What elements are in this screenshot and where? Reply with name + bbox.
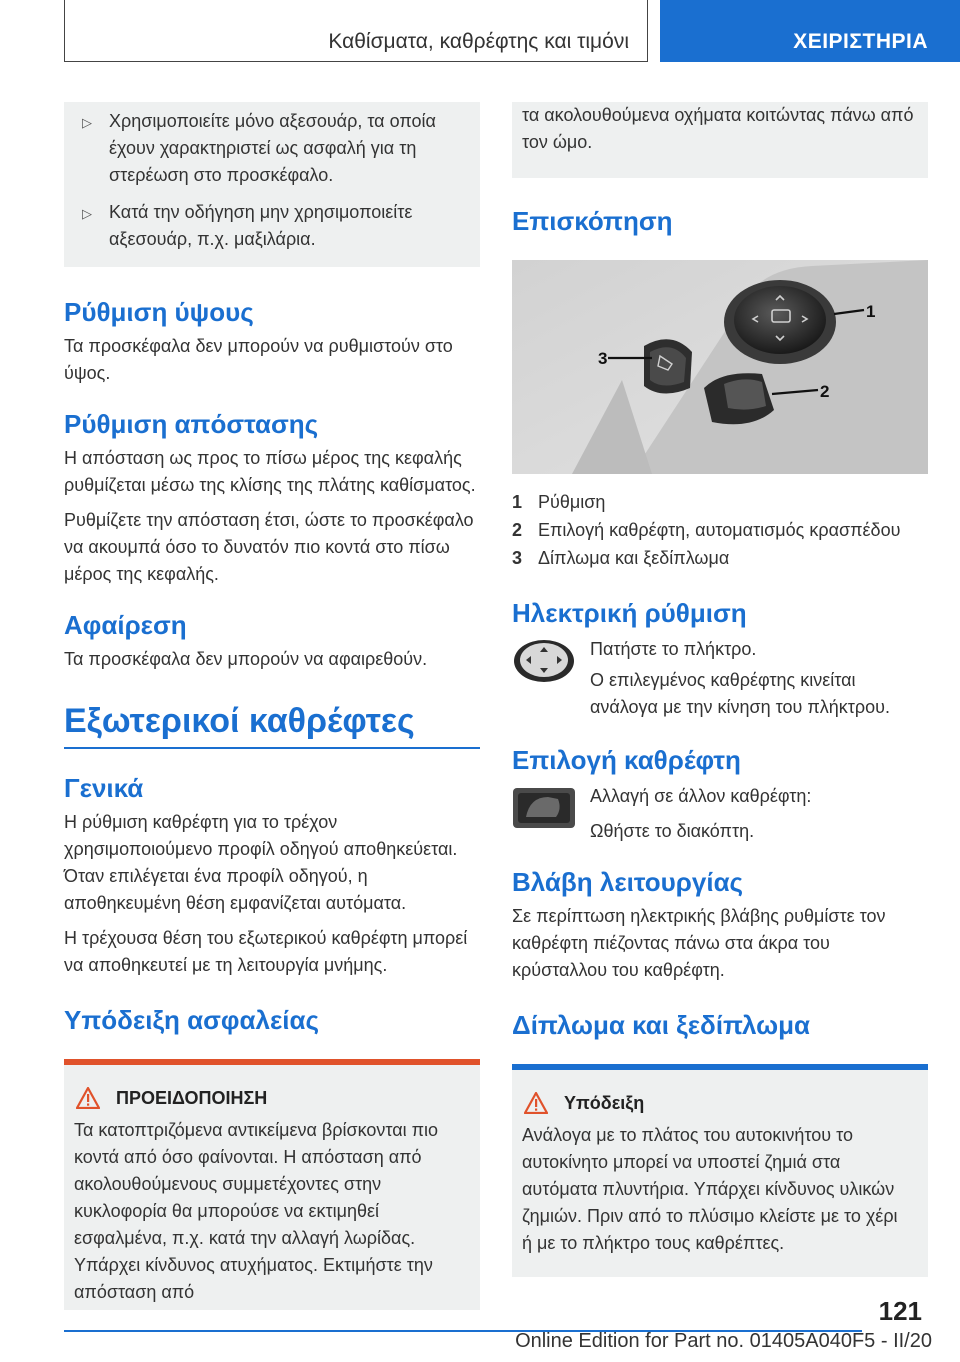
- note-header: [522, 1092, 910, 1114]
- warning-box: [64, 1065, 480, 1310]
- malfunction-text: Σε περίπτωση ηλεκτρικής βλάβης ρυθμίστε τον καθρέφτη πιέζοντας πάνω στα άκρα του κρύσταλλου του καθρέφτη.: [512, 906, 886, 980]
- list-item: [82, 108, 462, 189]
- figure-callout: 3: [598, 349, 608, 368]
- electric-text-1: Πατήστε το πλήκτρο.: [590, 639, 757, 659]
- mirror-controls-illustration: [512, 260, 928, 474]
- edition-text: Online Edition for Part no. 01405A040F5 - II/20: [515, 1330, 932, 1352]
- height-heading: Ρύθμιση ύψους: [64, 297, 254, 327]
- triangle-bullet-icon: ▷: [82, 115, 92, 130]
- list-item: [82, 199, 462, 253]
- malfunction-heading: Βλάβη λειτουργίας: [512, 867, 744, 897]
- mirror-joystick-icon: [512, 638, 576, 689]
- distance-text-1: Η απόσταση ως προς το πίσω μέρος της κεφαλής ρυθμίζεται μέσω της κλίσης της πλάτης καθίσματος.: [64, 448, 476, 495]
- warning-title: ΠΡΟΕΙΔΟΠΟΙΗΣΗ: [116, 1087, 268, 1108]
- warning-text: Τα κατοπτριζόμενα αντικείμενα βρίσκονται πιο κοντά από όσο φαίνονται. Η απόσταση από ακολουθούμενους συμμετέχοντες στην κυκλοφορία θα μπορούσε να εκτιμηθεί εσφαλμένα, π.χ. κατά την αλλαγή λωρίδας. Υπάρχει κίνδυνος ατυχήματος. Εκτιμήστε την απόσταση από: [74, 1120, 439, 1302]
- removal-text: Τα προσκέφαλα δεν μπορούν να αφαιρεθούν.: [64, 649, 428, 669]
- figure-legend: [512, 488, 928, 572]
- bullet-text: Κατά την οδήγηση μην χρησιμοποιείτε αξεσουάρ, π.χ. μαξιλάρια.: [109, 202, 413, 249]
- select-heading: Επιλογή καθρέφτη: [512, 745, 741, 775]
- note-text: Ανάλογα με το πλάτος του αυτοκινήτου το αυτοκίνητο μπορεί να υποστεί ζημιά στα αυτόματα πλυντήρια. Υπάρχει κίνδυνος υλικών ζημιών. Πριν από το πλύσιμο κλείστε με το χέρι ή με το πλήκτρο τους καθρέπτες.: [522, 1125, 898, 1253]
- left-column: [64, 102, 480, 1310]
- chapter-title: Καθίσματα, καθρέφτης και τιμόνι: [64, 0, 648, 62]
- warning-header: [74, 1087, 462, 1109]
- continued-box: [512, 102, 928, 178]
- distance-heading: Ρύθμιση απόστασης: [64, 409, 319, 439]
- page-number: 121: [878, 1296, 922, 1326]
- caution-triangle-icon: [524, 1092, 548, 1114]
- legend-text: Δίπλωμα και ξεδίπλωμα: [538, 548, 730, 568]
- note-title: Υπόδειξη: [564, 1092, 645, 1113]
- select-text-2: Ωθήστε το διακόπτη.: [590, 821, 755, 841]
- legend-text: Επιλογή καθρέφτη, αυτοματισμός κρασπέδου: [538, 520, 901, 540]
- folding-heading: Δίπλωμα και ξεδίπλωμα: [512, 1010, 810, 1040]
- right-column: [512, 102, 928, 1277]
- select-block: [512, 783, 928, 847]
- legend-number: 1: [512, 492, 523, 512]
- triangle-bullet-icon: ▷: [82, 206, 92, 221]
- electric-text-2: Ο επιλεγμένος καθρέφτης κινείται ανάλογα με την κίνηση του πλήκτρου.: [590, 670, 890, 717]
- heading-rule: [64, 747, 480, 749]
- section-tab[interactable]: ΧΕΙΡΙΣΤΗΡΙΑ: [660, 0, 960, 62]
- general-text-1: Η ρύθμιση καθρέφτη για το τρέχον χρησιμοποιούμενο προφίλ οδηγού αποθηκεύεται. Όταν επιλέγεται ένα προφίλ οδηγού, η αποθηκευμένη θέση εμφανίζεται αυτόματα.: [64, 812, 458, 913]
- distance-text-2: Ρυθμίζετε την απόσταση έτσι, ώστε το προσκέφαλο να ακουμπά όσο το δυνατόν πιο κοντά στο πίσω μέρος της κεφαλής.: [64, 510, 474, 584]
- mirror-controls-figure: [512, 260, 928, 474]
- legend-number: 3: [512, 548, 523, 568]
- safety-heading: Υπόδειξη ασφαλείας: [64, 1005, 320, 1035]
- bullet-note-box: [64, 102, 480, 267]
- electric-block: [512, 636, 928, 721]
- warning-triangle-icon: [76, 1087, 100, 1109]
- mirror-selector-icon: [512, 787, 576, 834]
- note-box: [512, 1070, 928, 1277]
- legend-text: Ρύθμιση: [538, 492, 606, 512]
- figure-callout: 2: [820, 382, 830, 401]
- removal-heading: Αφαίρεση: [64, 610, 187, 640]
- electric-heading: Ηλεκτρική ρύθμιση: [512, 598, 747, 628]
- legend-item: [512, 544, 928, 572]
- mirrors-heading: Εξωτερικοί καθρέφτες: [64, 702, 415, 740]
- general-heading: Γενικά: [64, 773, 144, 803]
- general-text-2: Η τρέχουσα θέση του εξωτερικού καθρέφτη μπορεί να αποθηκευτεί με τη λειτουργία μνήμης.: [64, 928, 468, 975]
- overview-heading: Επισκόπηση: [512, 206, 673, 236]
- height-text: Τα προσκέφαλα δεν μπορούν να ρυθμιστούν στο ύψος.: [64, 336, 453, 383]
- select-text-1: Αλλαγή σε άλλον καθρέφτη:: [590, 786, 812, 806]
- legend-number: 2: [512, 520, 523, 540]
- legend-item: [512, 488, 928, 516]
- continued-text: τα ακολουθούμενα οχήματα κοιτώντας πάνω από τον ώμο.: [522, 105, 914, 152]
- page-header: [64, 0, 960, 64]
- legend-item: [512, 516, 928, 544]
- bullet-text: Χρησιμοποιείτε μόνο αξεσουάρ, τα οποία έχουν χαρακτηριστεί ως ασφαλή για τη στερέωση στο προσκέφαλο.: [109, 111, 436, 185]
- figure-callout: 1: [866, 302, 876, 321]
